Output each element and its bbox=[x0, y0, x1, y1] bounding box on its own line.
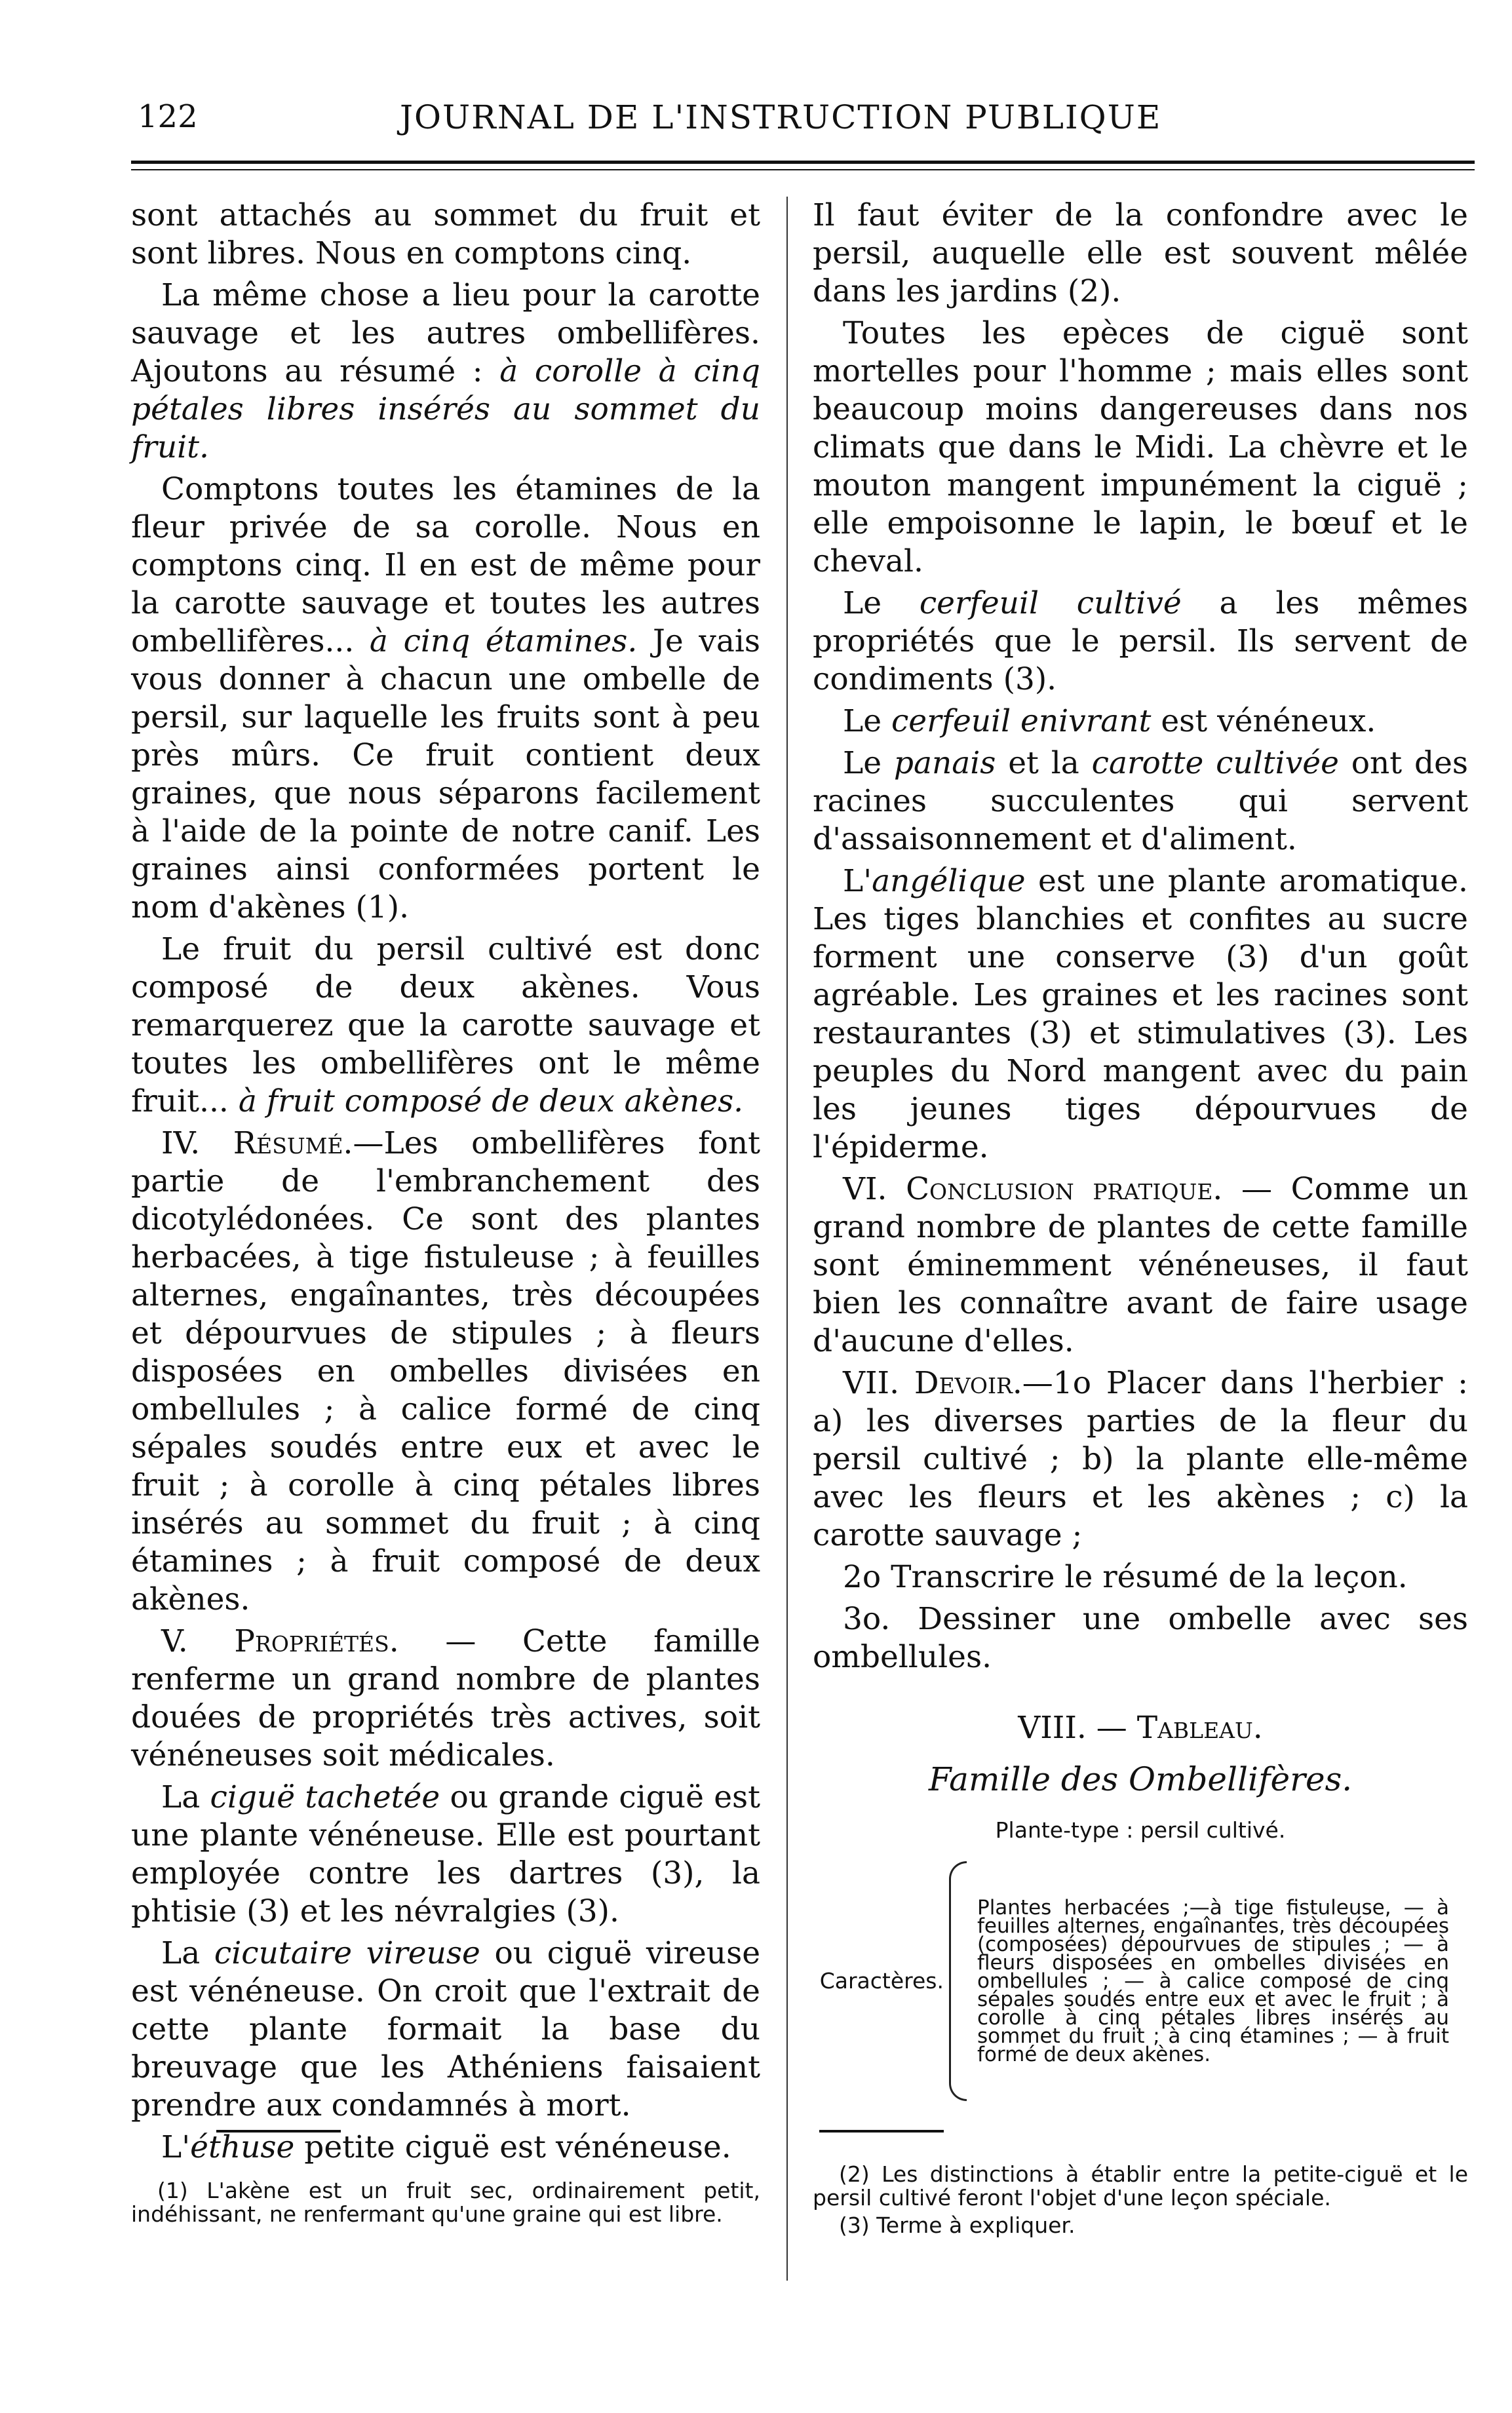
page-header bbox=[131, 98, 1435, 157]
section-heading: IV. Résumé. bbox=[161, 1125, 353, 1161]
section-heading: VII. Devoir. bbox=[843, 1365, 1022, 1401]
section-heading: VI. Conclusion pratique. bbox=[843, 1171, 1223, 1207]
text-run: Le bbox=[843, 703, 891, 739]
emphasis: éthuse bbox=[190, 2129, 295, 2165]
paragraph bbox=[813, 585, 1468, 699]
emphasis: cerfeuil cultivé bbox=[919, 585, 1182, 621]
text-run: est une plante aromatique. Les tiges blanchies et confites au sucre forment une conserve (3) d'un goût agréable. Les graines et les racines sont restaurantes (3) et stimulatives (3). Les peuples du Nord mangent avec du pain les jeunes tiges dépourvues de l'épiderme. bbox=[813, 863, 1468, 1165]
text-run: L' bbox=[843, 863, 872, 899]
paragraph bbox=[131, 277, 760, 467]
emphasis: angélique bbox=[872, 863, 1026, 899]
footnote-1: (1) L'akène est un fruit sec, ordinairement petit, indéhissant, ne renfermant qu'une graine qui est libre. bbox=[131, 2178, 760, 2227]
caracteres-block bbox=[813, 1861, 1468, 2101]
plante-type: Plante-type : persil cultivé. bbox=[995, 1817, 1286, 1843]
footnote-2: (2) Les distinctions à établir entre la petite-ciguë et le persil cultivé feront l'objet d'une leçon spéciale. bbox=[813, 2161, 1468, 2210]
section-resume bbox=[131, 1125, 760, 1619]
paragraph: Il faut éviter de la confondre avec le persil, auquelle elle est souvent mêlée dans les jardins (2). bbox=[813, 197, 1468, 309]
text-run: a les mêmes propriétés que le persil. Ils servent de condiments (3). bbox=[813, 585, 1469, 697]
footnote-right bbox=[813, 2163, 1468, 2241]
page-number: 122 bbox=[138, 98, 198, 135]
paragraph: 2o Transcrire le résumé de la leçon. bbox=[843, 1559, 1408, 1595]
tableau-number: VIII. — bbox=[1018, 1710, 1137, 1746]
left-column bbox=[131, 197, 760, 2171]
text-run: La même chose a lieu pour la carotte sauvage et les autres ombellifères. Ajoutons au résumé : bbox=[131, 277, 760, 389]
text-run: Le bbox=[843, 585, 920, 621]
footnote-rule-right bbox=[819, 2130, 944, 2133]
text-run: Je vais vous donner à chacun une ombelle de persil, sur laquelle les fruits sont à peu près mûrs. Ce fruit contient deux graines, que nous séparons facilement à l'aide de la pointe de notre canif. Les graines ainsi conformées portent le nom d'akènes (1). bbox=[131, 623, 761, 925]
text-run: — Cette famille renferme un grand nombre de plantes douées de propriétés très actives, soit vénéneuses soit médicales. bbox=[131, 1623, 760, 1773]
header-rule bbox=[131, 161, 1475, 164]
section-conclusion bbox=[813, 1170, 1468, 1361]
emphasis: carotte cultivée bbox=[1091, 745, 1339, 781]
emphasis: à fruit composé de deux akènes. bbox=[238, 1083, 744, 1119]
right-column bbox=[813, 197, 1468, 2101]
footnote-rule-left bbox=[216, 2130, 341, 2133]
paragraph bbox=[131, 1779, 760, 1931]
text-run: ou ciguë vireuse est vénéneuse. On croit que l'extrait de cette plante formait la base du breuvage que les Athéniens faisaient prendre aux condamnés à mort. bbox=[131, 1935, 761, 2123]
column-divider bbox=[786, 197, 788, 2281]
tableau-subtitle: Famille des Ombellifères. bbox=[928, 1760, 1353, 1798]
journal-title: JOURNAL DE L'INSTRUCTION PUBLIQUE bbox=[400, 98, 1162, 136]
section-devoir bbox=[813, 1364, 1468, 1554]
paragraph bbox=[131, 2129, 760, 2167]
emphasis: à corolle à cinq pétales libres insérés au sommet du fruit. bbox=[131, 353, 760, 465]
tableau-title bbox=[813, 1709, 1468, 1747]
text-run: est vénéneux. bbox=[1151, 703, 1376, 739]
text-run: La bbox=[161, 1779, 210, 1815]
emphasis: ciguë tachetée bbox=[210, 1779, 440, 1815]
text-run: ont des racines succulentes qui servent d'assaisonnement et d'aliment. bbox=[813, 745, 1469, 857]
footnote-3: (3) Terme à expliquer. bbox=[839, 2212, 1076, 2238]
text-run: — Comme un grand nombre de plantes de cette famille sont éminemment vénéneuses, il faut bien les connaître avant de faire usage d'aucune d'elles. bbox=[813, 1171, 1468, 1359]
paragraph: 3o. Dessiner une ombelle avec ses ombellules. bbox=[813, 1601, 1468, 1675]
paragraph bbox=[813, 744, 1468, 859]
paragraph bbox=[813, 862, 1468, 1167]
text-run: Le bbox=[843, 745, 894, 781]
caracteres-text: Plantes herbacées ;—à tige fistuleuse, — à feuilles alternes, engaînantes, très découpées (composées) dépourvues de stipules ; — à fleurs disposées en ombelles divisées en ombellules ; — à calice composé de cinq sépales soudés entre eux et avec le fruit ; à corolle à cinq pétales libres insérés au sommet du fruit ; à cinq étamines ; — à fruit formé de deux akènes. bbox=[977, 1896, 1449, 2066]
text-run: —Les ombellifères font partie de l'embranchement des dicotylédonées. Ce sont des plantes herbacées, à tige fistuleuse ; à feuilles alternes, engaînantes, très découpées et dépourvues de stipules ; à fleurs disposées en ombelles divisées en ombellules ; à calice formé de cinq sépales soudés entre eux et avec le fruit ; à corolle à cinq pétales libres insérés au sommet du fruit ; à cinq étamines ; à fruit composé de deux akènes. bbox=[131, 1125, 760, 1617]
text-run: La bbox=[161, 1935, 214, 1971]
caracteres-label: Caractères. bbox=[819, 1968, 944, 1994]
paragraph bbox=[131, 1935, 760, 2125]
tableau-word: Tableau. bbox=[1136, 1710, 1263, 1746]
paragraph: sont attachés au sommet du fruit et sont libres. Nous en comptons cinq. bbox=[131, 197, 760, 271]
text-run: ou grande ciguë est une plante vénéneuse. Elle est pourtant employée contre les dartres (3), la phtisie (3) et les névralgies (3). bbox=[131, 1779, 761, 1929]
emphasis: à cinq étamines. bbox=[369, 623, 638, 659]
section-heading: V. Propriétés. bbox=[161, 1623, 399, 1659]
text-run: L' bbox=[161, 2129, 191, 2165]
header-rule-thin bbox=[131, 169, 1475, 170]
emphasis: panais bbox=[893, 745, 996, 781]
emphasis: cerfeuil enivrant bbox=[891, 703, 1152, 739]
footnote-left bbox=[131, 2179, 760, 2226]
paragraph bbox=[813, 703, 1468, 741]
paragraph bbox=[131, 471, 760, 927]
paragraph: Toutes les epèces de ciguë sont mortelles pour l'homme ; mais elles sont beaucoup moins dangereuses dans nos climats que dans le Midi. La chèvre et le mouton mangent impunément la ciguë ; elle empoisonne le lapin, le bœuf et le cheval. bbox=[813, 315, 1468, 579]
text-run: petite ciguë est vénéneuse. bbox=[294, 2129, 731, 2165]
paragraph bbox=[131, 931, 760, 1121]
section-proprietes bbox=[131, 1623, 760, 1775]
text-run: —1o Placer dans l'herbier : a) les diverses parties de la fleur du persil cultivé ; b) la plante elle-même avec les fleurs et les akènes ; c) la carotte sauvage ; bbox=[813, 1365, 1468, 1553]
text-run: Le fruit du persil cultivé est donc composé de deux akènes. Vous remarquerez que la carotte sauvage et toutes les ombellifères ont le même fruit... bbox=[131, 931, 760, 1119]
text-run: Comptons toutes les étamines de la fleur privée de sa corolle. Nous en comptons cinq. Il en est de même pour la carotte sauvage et toutes les autres ombellifères... bbox=[131, 471, 760, 659]
emphasis: cicutaire vireuse bbox=[214, 1935, 480, 1971]
text-run: et la bbox=[996, 745, 1092, 781]
brace-icon bbox=[949, 1861, 967, 2101]
